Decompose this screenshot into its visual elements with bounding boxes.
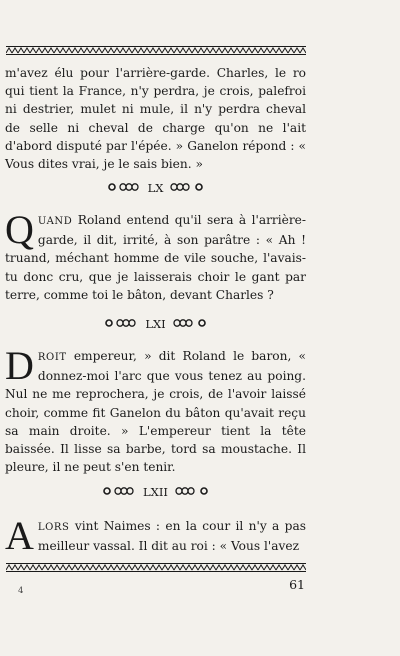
paragraph-text: vint Naimes : en la cour il n'y a pas meilleur vassal. Il dit au roi : « Vous l'avez xyxy=(37,519,306,554)
laisse-heading-lxii xyxy=(5,485,306,499)
paragraph-lix-ending xyxy=(5,64,306,173)
small-caps-word: UAND xyxy=(37,216,73,227)
small-caps-word: LORS xyxy=(37,522,70,533)
bottom-ornamental-rule xyxy=(6,563,306,572)
ornament-right-icon xyxy=(174,485,208,499)
laisse-number: LXI xyxy=(145,317,166,331)
paragraph-lxi xyxy=(5,343,306,476)
top-ornamental-rule xyxy=(6,46,306,55)
small-caps-word: ROIT xyxy=(37,352,67,363)
page-number: 61 xyxy=(289,577,305,592)
ornament-right-icon xyxy=(172,317,206,331)
paragraph-text: Roland entend qu'il sera à l'arrière-garde, il dit, irrité, à son parâtre : « Ah ! truand, méchant homme de vile souche, l'avais-tu donc cru, que je laisserais choir le gant par terre, comme toi le bâton, devant Charles ? xyxy=(5,213,306,302)
drop-cap: Q xyxy=(5,207,34,252)
ornament-left-icon xyxy=(103,485,137,499)
ornament-left-icon xyxy=(108,181,142,195)
paragraph-lx xyxy=(5,207,306,304)
ornament-left-icon xyxy=(105,317,139,331)
signature-mark: 4 xyxy=(18,586,24,596)
paragraph-text: empereur, » dit Roland le baron, « donnez-moi l'arc que vous tenez au poing. Nul ne me reprochera, je crois, de l'avoir laissé choir, comme fit Ganelon du bâton qu'avait reçu sa main droite. » L'empereur tient la tête baissée. Il lisse sa barbe, tord sa moustache. Il pleure, il ne peut s'en tenir. xyxy=(5,349,306,475)
laisse-heading-lx xyxy=(5,181,306,195)
paragraph-text: m'avez élu pour l'arrière-garde. Charles, le ro qui tient la France, n'y perdra, je crois, palefroi ni destrier, mulet ni mule, il n'y perdra cheval de selle ni cheval de charge qu'on ne l'ait d'abord disputé par l'épée. » Ganelon répond : « Vous dites vrai, je le sais bien. » xyxy=(5,66,306,172)
drop-cap: A xyxy=(5,513,34,558)
paragraph-lxii xyxy=(5,513,306,558)
laisse-number: LX xyxy=(147,181,164,195)
drop-cap: D xyxy=(5,343,34,388)
laisse-heading-lxi xyxy=(5,317,306,331)
ornament-right-icon xyxy=(169,181,203,195)
laisse-number: LXII xyxy=(143,485,168,499)
